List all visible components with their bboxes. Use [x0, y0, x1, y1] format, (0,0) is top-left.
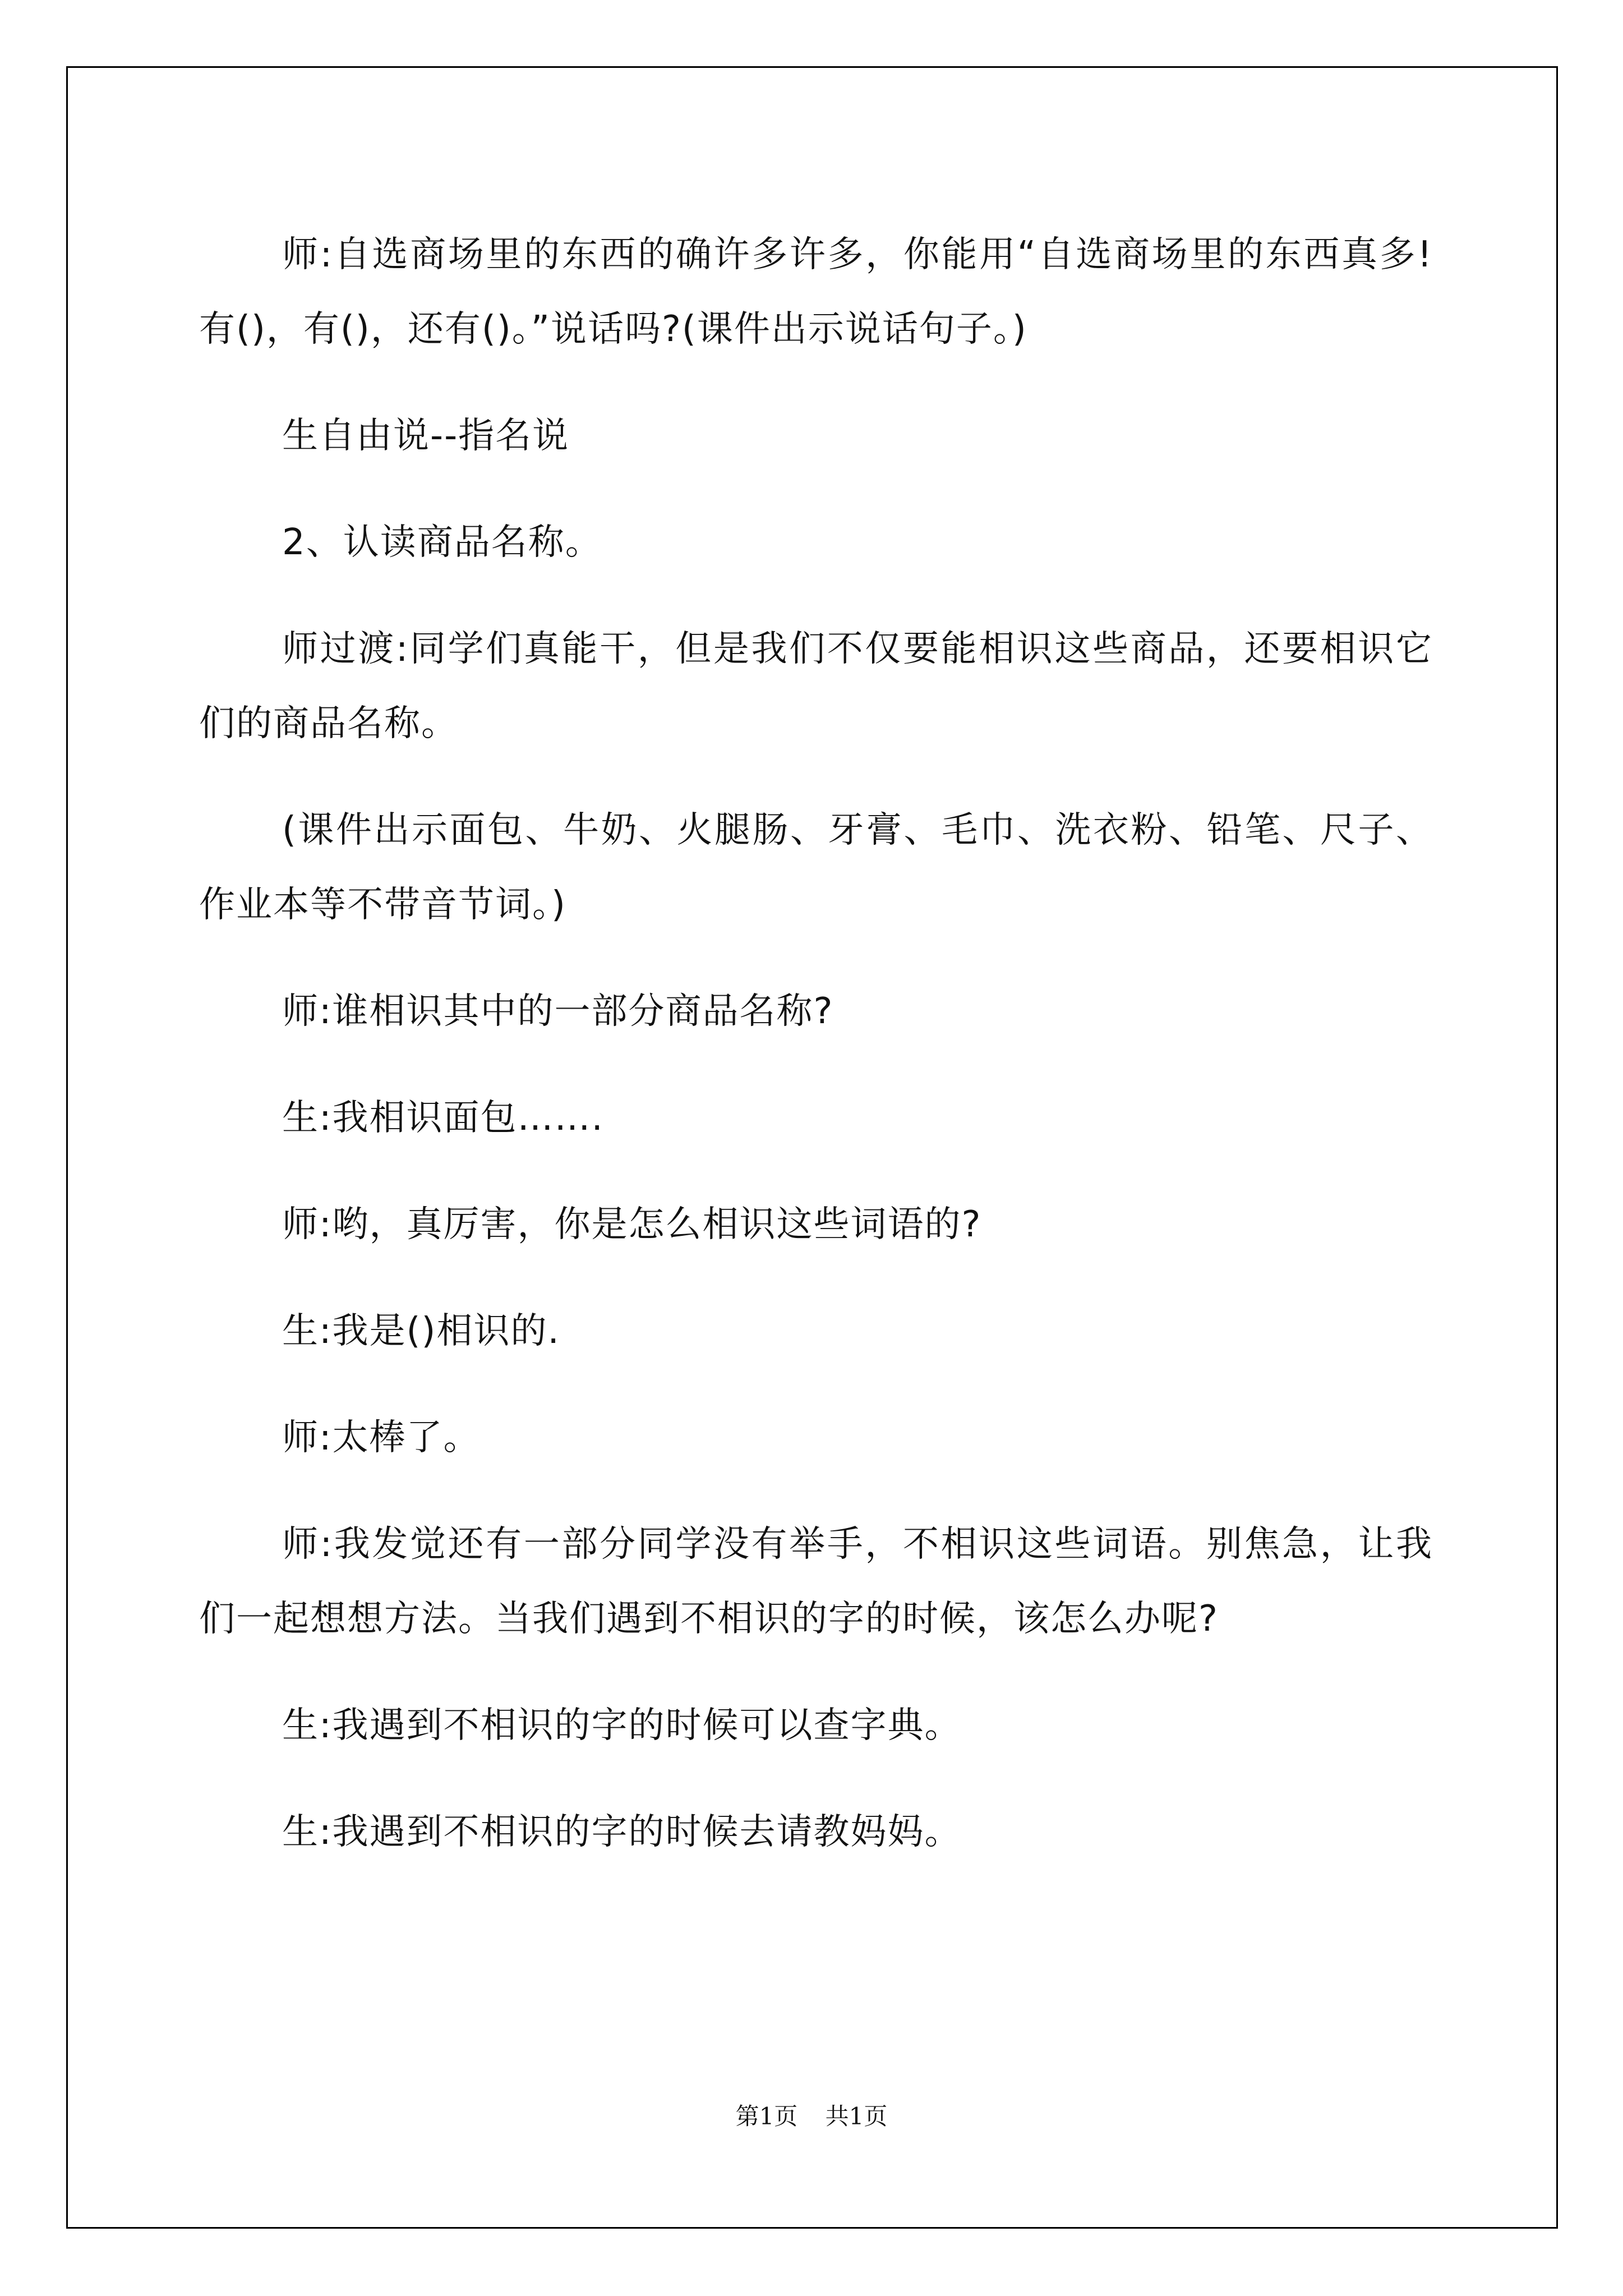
- paragraph: 师:太棒了。: [282, 1417, 481, 1458]
- page-number-total: 共1页: [825, 2102, 888, 2130]
- paragraph: 生:我相识面包…….: [282, 1097, 604, 1139]
- paragraph: (课件出示面包、牛奶、火腿肠、牙膏、毛巾、洗衣粉、铅笔、尺子、作业本等不带音节词。): [199, 809, 1433, 926]
- page-footer: [0, 2098, 1623, 2132]
- paragraph: 师:哟，真厉害，你是怎么相识这些词语的?: [282, 1204, 982, 1245]
- paragraph: 生:我遇到不相识的字的时候可以查字典。: [282, 1705, 962, 1746]
- paragraph: 师:我发觉还有一部分同学没有举手，不相识这些词语。别焦急，让我们一起想想方法。当我们遇到不相识的字的时候，该怎么办呢?: [199, 1524, 1433, 1640]
- paragraph: 生:我遇到不相识的字的时候去请教妈妈。: [282, 1811, 962, 1853]
- paragraph: 师:自选商场里的东西的确许多许多，你能用“自选商场里的东西真多!有()，有()，还有()。”说话吗?(课件出示说话句子。): [199, 234, 1433, 350]
- paragraph: 生:我是()相识的.: [282, 1310, 560, 1352]
- paragraph: 师:谁相识其中的一部分商品名称?: [282, 991, 834, 1032]
- paragraph: 2、认读商品名称。: [282, 522, 602, 563]
- document-body: [199, 218, 1433, 1902]
- page-number-current: 第1页: [735, 2102, 798, 2130]
- paragraph: 师过渡:同学们真能干，但是我们不仅要能相识这些商品，还要相识它们的商品名称。: [199, 628, 1433, 744]
- paragraph: 生自由说--指名说: [282, 415, 570, 457]
